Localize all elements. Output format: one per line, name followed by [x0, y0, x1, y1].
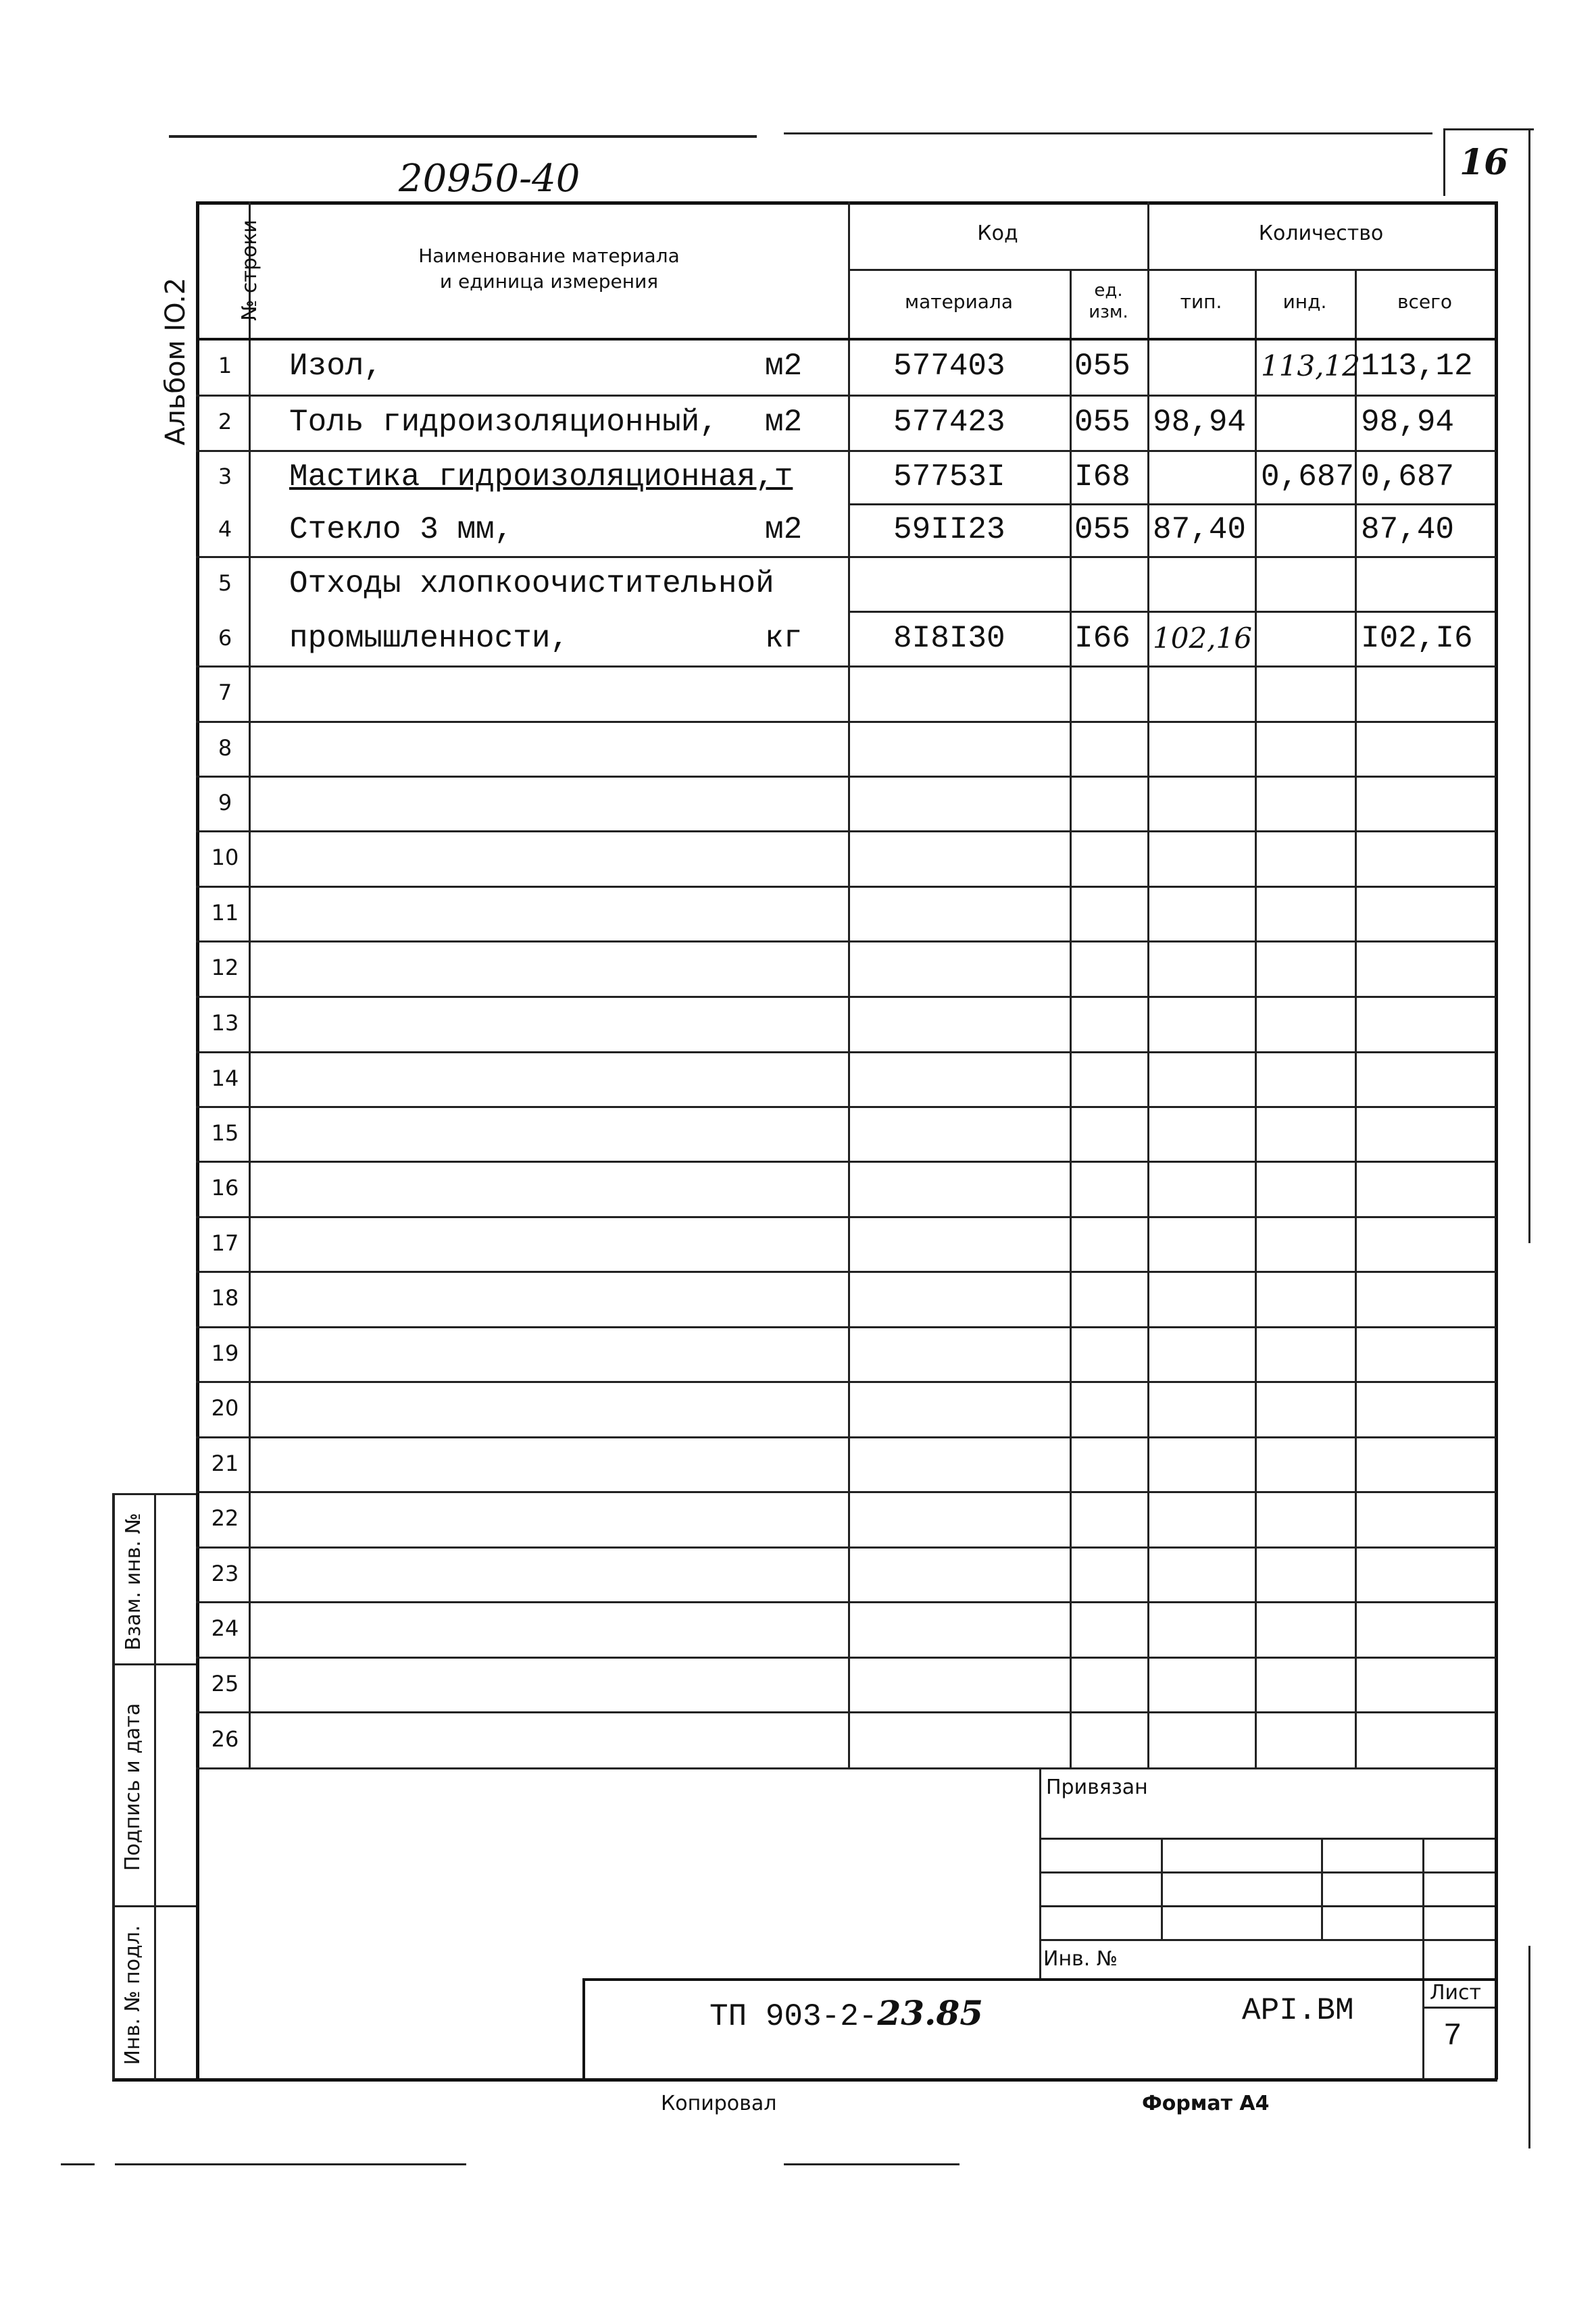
corner-box-top [1443, 128, 1534, 130]
row-qty-typ: 87,40 [1153, 512, 1247, 547]
row-number: 24 [211, 1615, 239, 1641]
corner-box-left [1443, 128, 1445, 196]
footer-format: Формат А4 [1142, 2092, 1270, 2115]
list-value: 7 [1443, 2019, 1462, 2054]
row-name: промышленности, [289, 620, 570, 656]
row-number: 11 [211, 899, 239, 926]
header-ind: инд. [1282, 291, 1327, 313]
row-material-code: 8I8I30 [893, 620, 1005, 656]
row-number: 3 [218, 463, 232, 489]
row-unit-label: м2 [765, 405, 803, 440]
row-number: 17 [211, 1230, 239, 1256]
row-number: 19 [211, 1340, 239, 1366]
row-number: 14 [211, 1065, 239, 1091]
row-qty-ind: 113,12 [1261, 349, 1360, 382]
row-qty-typ: 102,16 [1153, 621, 1252, 655]
row-unit-code: I68 [1074, 459, 1130, 495]
header-typ: тип. [1180, 291, 1222, 313]
page-corner-number: 16 [1460, 142, 1509, 183]
row-number: 13 [211, 1010, 239, 1036]
header-unit: ед. изм. [1089, 280, 1128, 322]
header-row-no: № строки [238, 220, 261, 321]
right-edge-bottom [1528, 1946, 1530, 2148]
header-quantity: Количество [1258, 222, 1384, 245]
row-material-code: 57753I [893, 459, 1005, 495]
row-number: 21 [211, 1450, 239, 1476]
right-edge-line [1528, 128, 1530, 1243]
header-code: Код [977, 222, 1018, 245]
row-number: 4 [218, 516, 232, 542]
row-unit-label: м2 [765, 349, 803, 384]
row-number: 7 [218, 680, 232, 705]
row-number: 6 [218, 624, 232, 651]
bottom-rule-mid [115, 2163, 466, 2165]
row-name: Стекло 3 мм, [289, 512, 514, 547]
row-qty-total: 113,12 [1361, 349, 1473, 384]
row-number: 20 [211, 1395, 239, 1421]
row-number: 22 [211, 1505, 239, 1531]
row-unit-code: 055 [1074, 405, 1130, 440]
row-qty-ind: 0,687 [1261, 459, 1355, 495]
row-unit-label: м2 [765, 512, 803, 547]
row-unit-code: I66 [1074, 620, 1130, 656]
row-number: 2 [218, 409, 232, 434]
footer-kopiroval: Копировал [661, 2092, 777, 2115]
row-name: Изол, [289, 349, 383, 384]
row-unit-label: кг [765, 620, 803, 656]
list-label: Лист [1430, 1981, 1482, 2005]
row-qty-typ: 98,94 [1153, 405, 1247, 440]
bottom-rule-left [61, 2163, 95, 2165]
row-qty-total: 0,687 [1361, 459, 1455, 495]
row-material-code: 577423 [893, 405, 1005, 440]
row-number: 10 [211, 845, 239, 870]
header-name: Наименование материала и единица измерения [418, 245, 680, 293]
row-name: Толь гидроизоляционный, [289, 405, 718, 440]
row-qty-total: I02,I6 [1361, 620, 1473, 656]
top-rule-right [784, 132, 1432, 134]
doc-code-typed: ТП 903-2- [709, 1999, 878, 2034]
stamp-vzam: Взам. инв. № [122, 1513, 145, 1651]
row-material-code: 59II23 [893, 512, 1005, 547]
row-number: 18 [211, 1285, 239, 1311]
row-qty-total: 98,94 [1361, 405, 1455, 440]
row-qty-total: 87,40 [1361, 512, 1455, 547]
inv-no-label: Инв. № [1043, 1947, 1118, 1971]
row-number: 15 [211, 1120, 239, 1146]
row-number: 1 [218, 353, 232, 378]
row-number: 26 [211, 1726, 239, 1752]
stamp-inv-podl: Инв. № подл. [121, 1925, 145, 2065]
row-unit-code: 055 [1074, 349, 1130, 384]
doc-code [709, 1993, 983, 2034]
top-rule [169, 135, 757, 138]
row-number: 25 [211, 1670, 239, 1696]
doc-number: 20950-40 [399, 157, 580, 201]
stamp-podpis: Подпись и дата [121, 1703, 145, 1871]
sheet-code: API.ВМ [1242, 1993, 1354, 2028]
row-material-code: 577403 [893, 349, 1005, 384]
row-number: 8 [218, 734, 232, 761]
row-number: 9 [218, 789, 232, 815]
album-label: Альбом IO.2 [160, 277, 191, 446]
row-name: Отходы хлопкоочистительной [289, 565, 774, 601]
doc-code-handwritten: 23.85 [877, 1993, 984, 2033]
bottom-rule-right [784, 2163, 959, 2165]
row-number: 5 [218, 570, 232, 596]
privyazan-label: Привязан [1046, 1776, 1148, 1799]
row-unit-code: 055 [1074, 512, 1130, 547]
row-number: 23 [211, 1560, 239, 1586]
header-total: всего [1397, 291, 1452, 313]
row-name: Мастика гидроизоляционная,т [289, 459, 793, 495]
row-number: 12 [211, 955, 239, 980]
header-material: материала [904, 291, 1013, 313]
row-number: 16 [211, 1175, 239, 1201]
